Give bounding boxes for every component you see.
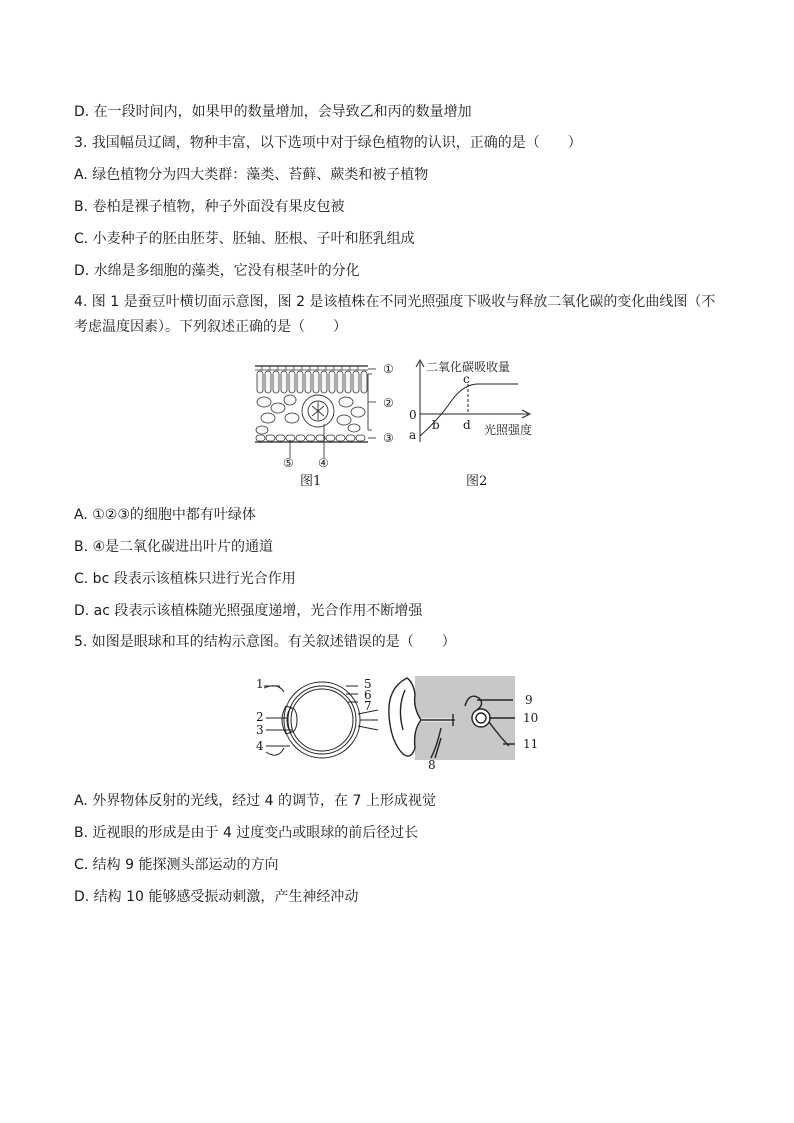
eye-label-6: 6	[364, 688, 372, 702]
fig1-label-2: ②	[383, 396, 394, 410]
q3-option-c: C. 小麦种子的胚由胚芽、胚轴、胚根、子叶和胚乳组成	[74, 231, 415, 247]
q3-stem: 3. 我国幅员辽阔，物种丰富，以下选项中对于绿色植物的认识，正确的是（ ）	[74, 135, 582, 151]
q5-option-b: B. 近视眼的形成是由于 4 过度变凸或眼球的前后径过长	[74, 825, 419, 841]
q2-option-d: D. 在一段时间内，如果甲的数量增加，会导致乙和丙的数量增加	[74, 104, 472, 120]
ear-structure-figure	[385, 668, 545, 772]
fig1-label-5: ⑤	[283, 456, 294, 470]
q5-option-c: C. 结构 9 能探测头部运动的方向	[74, 857, 279, 873]
fig2-point-b: b	[432, 418, 440, 432]
q5-option-d: D. 结构 10 能够感受振动刺激，产生神经冲动	[74, 889, 359, 905]
fig2-point-a: a	[409, 428, 417, 442]
fig1-label-1: ①	[383, 362, 394, 376]
fig1-caption: 图1	[300, 474, 322, 489]
q3-option-d: D. 水绵是多细胞的藻类，它没有根茎叶的分化	[74, 263, 360, 279]
fig2-point-c: c	[463, 372, 470, 386]
fig1-label-4: ④	[318, 456, 329, 470]
fig2-xlabel: 光照强度	[484, 423, 533, 437]
ear-label-11: 11	[523, 737, 539, 751]
q5-stem: 5. 如图是眼球和耳的结构示意图。有关叙述错误的是（ ）	[74, 634, 456, 650]
eye-label-1: 1	[256, 677, 264, 691]
fig2-origin: 0	[409, 408, 417, 422]
ear-label-8: 8	[428, 758, 436, 772]
q4-stem: 4. 图 1 是蚕豆叶横切面示意图，图 2 是该植株在不同光照强度下吸收与释放二氧化碳的变化曲线图（不考虑温度因素）。下列叙述正确的是（ ）	[74, 294, 716, 335]
q3-option-a: A. 绿色植物分为四大类群：藻类、苔藓、蕨类和被子植物	[74, 167, 429, 183]
q5-option-a: A. 外界物体反射的光线，经过 4 的调节，在 7 上形成视觉	[74, 793, 436, 809]
ear-label-9: 9	[525, 693, 533, 707]
eye-label-7: 7	[364, 699, 372, 713]
q4-option-d: D. ac 段表示该植株随光照强度递增，光合作用不断增强	[74, 603, 423, 619]
fig2-caption: 图2	[466, 474, 488, 489]
eye-label-5: 5	[364, 677, 372, 691]
q4-option-b: B. ④是二氧化碳进出叶片的通道	[74, 539, 274, 555]
eye-label-2: 2	[256, 710, 264, 724]
eye-structure-figure	[250, 670, 380, 770]
q4-option-a: A. ①②③的细胞中都有叶绿体	[74, 507, 256, 523]
ear-label-10: 10	[523, 711, 539, 725]
eye-label-3: 3	[256, 723, 264, 737]
eye-label-4: 4	[256, 739, 264, 753]
fig2-point-d: d	[463, 418, 471, 432]
q3-option-b: B. 卷柏是裸子植物，种子外面没有果皮包被	[74, 199, 345, 215]
fig1-label-3: ③	[383, 431, 394, 445]
q4-option-c: C. bc 段表示该植株只进行光合作用	[74, 571, 296, 587]
fig2-ylabel: 二氧化碳吸收量	[426, 360, 511, 374]
